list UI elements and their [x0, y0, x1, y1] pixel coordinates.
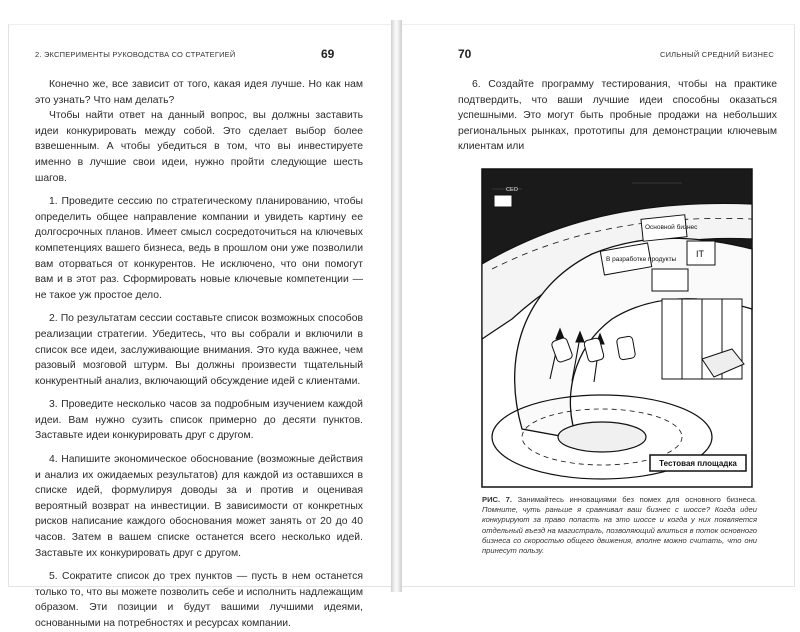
label-in-development: В разработке продукты: [606, 256, 677, 263]
caption-label: РИС. 7.: [482, 495, 513, 504]
paragraph: 1. Проведите сессию по стратегическому планированию, чтобы определить общее направление компании и увидеть картину ее долгосрочных планов. Имеет смысл сосредоточиться на ключевых компетенциях вашего бизнеса, ведь в прошлом они уже позволили вам оторваться от конкурентов. Не исключено, что они помогут вам и в этот раз. Сформировать новые ключевые компетенции — не такое уж простое дело.: [35, 196, 363, 301]
figure-highway-illustration: [482, 169, 752, 487]
left-running-head: 2. ЭКСПЕРИМЕНТЫ РУКОВОДСТВА СО СТРАТЕГИЕЙ: [35, 50, 236, 59]
right-page: [402, 24, 795, 587]
highway-illustration: [482, 169, 752, 487]
paragraph: 2. По результатам сессии составьте список возможных способов реализации стратегии. Убедитесь, что вы собрали и включили в список все идеи, заслуживающие внимания. Это куда важнее, чем разовый мозговой штурм. Вы должны произвести тщательный конкурентный анализ, включающий обсуждение идей с клиентами.: [35, 313, 363, 387]
paragraph: 3. Проведите несколько часов за подробным изучением каждой идеи. Вам нужно сузить список примерно до десяти пунктов. Заставьте идеи конкурировать друг с другом.: [35, 399, 363, 442]
label-ceo: CEO: [506, 187, 518, 193]
left-page: [8, 24, 391, 629]
paragraph: Чтобы найти ответ на данный вопрос, вы должны заставить идеи конкурировать между собой. Это сделает выбор более взвешенным. А чтобы убедиться в том, что вы инвестируете именно в лучшие свои идеи, нужно пройти следующие шесть шагов.: [35, 110, 363, 184]
paragraph: 5. Сократите список до трех пунктов — пусть в нем останется только то, что вы можете позволить себе и исполнить надлежащим образом. Эти позиции и будут вашими лучшими идеями, основанными на потребностях и ресурсах компании.: [35, 571, 363, 629]
left-body-text: [35, 77, 363, 632]
label-test-site: Тестовая площадка: [659, 459, 737, 468]
right-page-number: 70: [458, 47, 472, 61]
paragraph: 6. Создайте программу тестирования, чтобы на практике подтвердить, что ваши лучшие идеи способны оказаться успешными. Это могут быть пробные продажи на небольших региональных рынках, прототипы для демонстрации ключевым клиентам или: [458, 79, 777, 153]
right-running-head: СИЛЬНЫЙ СРЕДНИЙ БИЗНЕС: [659, 50, 774, 59]
caption-body: Помните, чуть раньше я сравнивал ваш бизнес с шоссе? Когда идеи конкурируют за право попасть на это шоссе и когда у них появляется отдельный въезд на магистраль, позволяющий влиться в поток основного бизнеса со скоростью общего движения, вполне можно считать, что они принесут пользу.: [482, 505, 757, 556]
left-page-number: 69: [321, 47, 335, 61]
paragraph: Конечно же, все зависит от того, какая идея лучше. Но как нам это узнать? Что нам делать?: [35, 79, 363, 106]
paragraph: 4. Напишите экономическое обоснование (возможные действия и анализ их ожидаемых результатов) для каждой из оставшихся в списке идей, формулируя доводы за и против и оценивая вероятный возврат на инвестиции. В зависимости от конкретных рисков написание каждого обоснования может занять от 20 до 40 часов. Затем в вашем списке останется всего несколько идей. Заставьте их конкурировать друг с другом.: [35, 454, 363, 559]
label-core-business: Основной бизнес: [645, 224, 698, 231]
figure-caption: [482, 495, 757, 556]
right-body-text: [458, 77, 777, 155]
label-it: IT: [696, 249, 704, 259]
caption-lead: Занимайтесь инновациями без помех для основного бизнеса.: [517, 495, 757, 504]
book-gutter: [391, 20, 402, 592]
